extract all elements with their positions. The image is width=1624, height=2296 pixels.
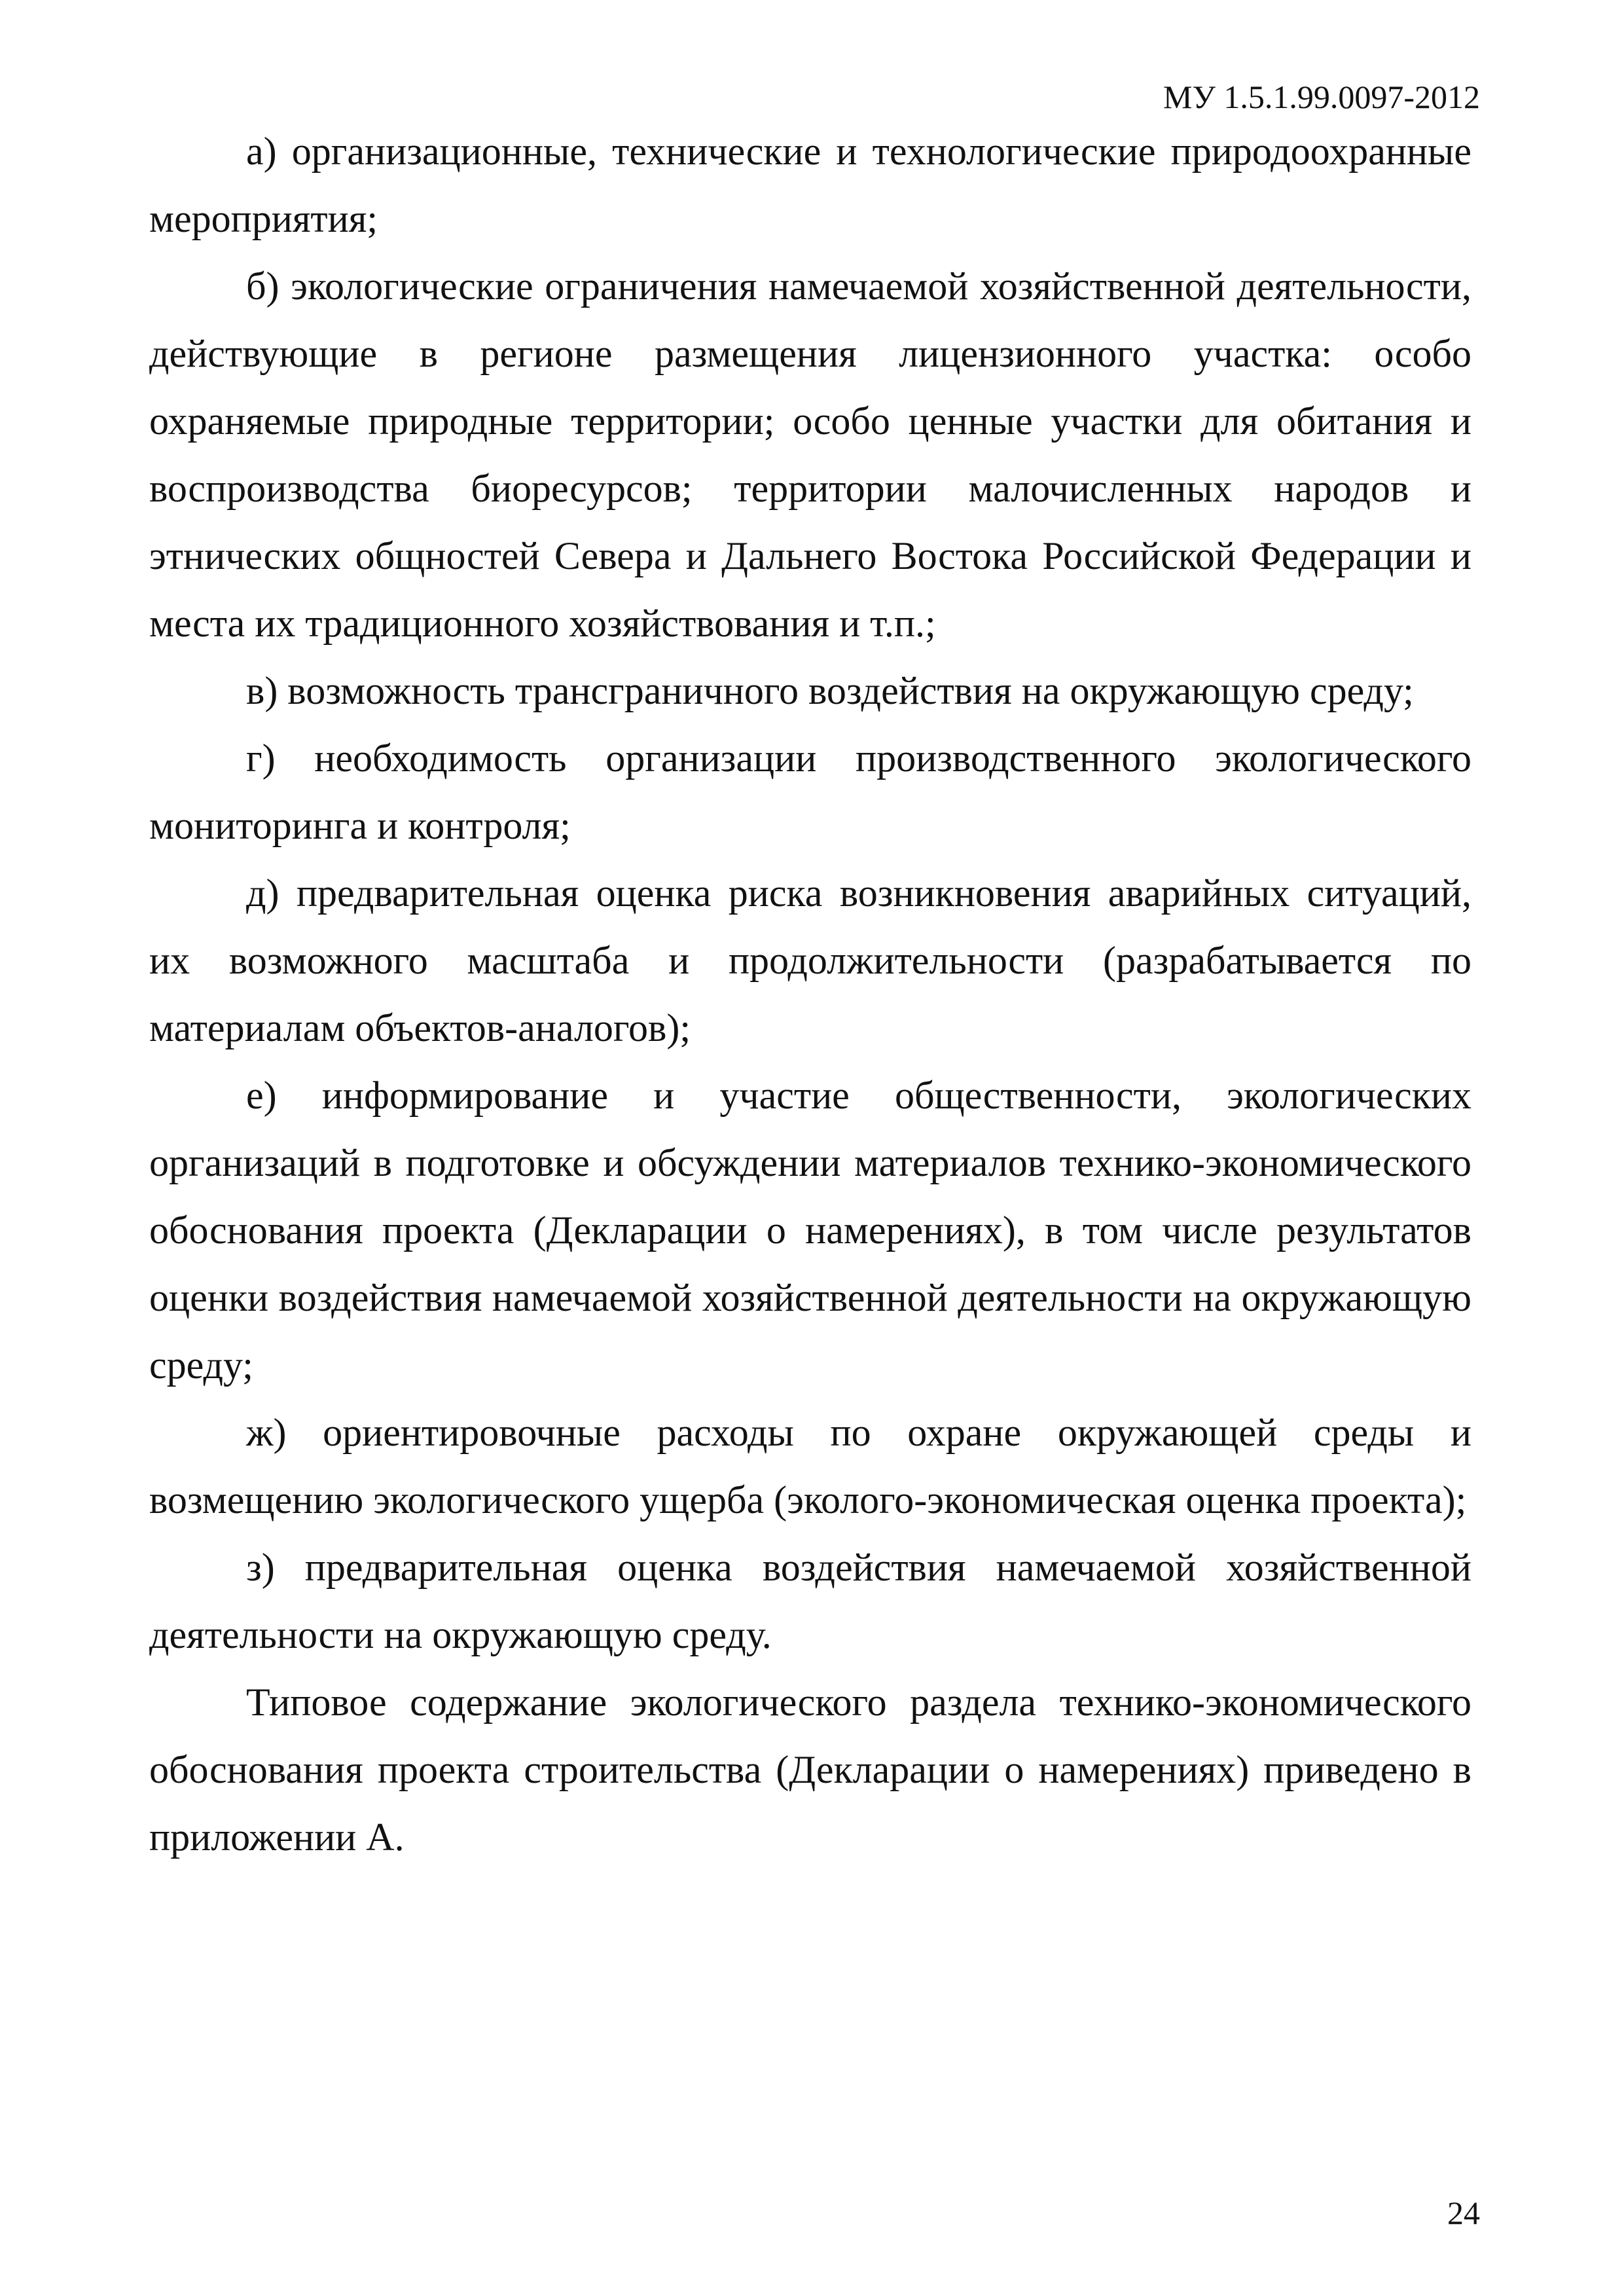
document-body: [149, 118, 1471, 1871]
paragraph-item-b: б) экологические ограничения намечаемой хозяйственной деятельности, действующие в регионе размещения лицензионного участка: особо охраняемые природные территории; особо ценные участки для обитания и воспроизводства биоресурсов; территории малочисленных народов и этнических общностей Севера и Дальнего Востока Российской Федерации и места их традиционного хозяйствования и т.п.;: [149, 264, 1471, 645]
document-code: МУ 1.5.1.99.0097-2012: [1163, 79, 1480, 115]
paragraph-item-d: д) предварительная оценка риска возникновения аварийных ситуаций, их возможного масштаба и продолжительности (разрабатывается по материалам объектов-аналогов);: [149, 871, 1471, 1049]
paragraph-item-a: а) организационные, технические и технологические природоохранные мероприятия;: [149, 130, 1471, 240]
paragraph-item-g: г) необходимость организации производственного экологического мониторинга и контроля;: [149, 737, 1471, 847]
page-number: 24: [1447, 2195, 1480, 2231]
paragraph-item-e: е) информирование и участие общественности, экологических организаций в подготовке и обсуждении материалов технико-экономического обоснования проекта (Декларации о намерениях), в том числе результатов оценки воздействия намечаемой хозяйственной деятельности на окружающую среду;: [149, 1074, 1471, 1387]
paragraph-item-z: з) предварительная оценка воздействия намечаемой хозяйственной деятельности на окружающую среду.: [149, 1546, 1471, 1656]
paragraph-item-zh: ж) ориентировочные расходы по охране окружающей среды и возмещению экологического ущерба (эколого-экономическая оценка проекта);: [149, 1411, 1471, 1522]
paragraph-summary: Типовое содержание экологического раздела технико-экономического обоснования проекта строительства (Декларации о намерениях) приведено в приложении А.: [149, 1681, 1471, 1859]
paragraph-item-v: в) возможность трансграничного воздействия на окружающую среду;: [246, 669, 1414, 712]
